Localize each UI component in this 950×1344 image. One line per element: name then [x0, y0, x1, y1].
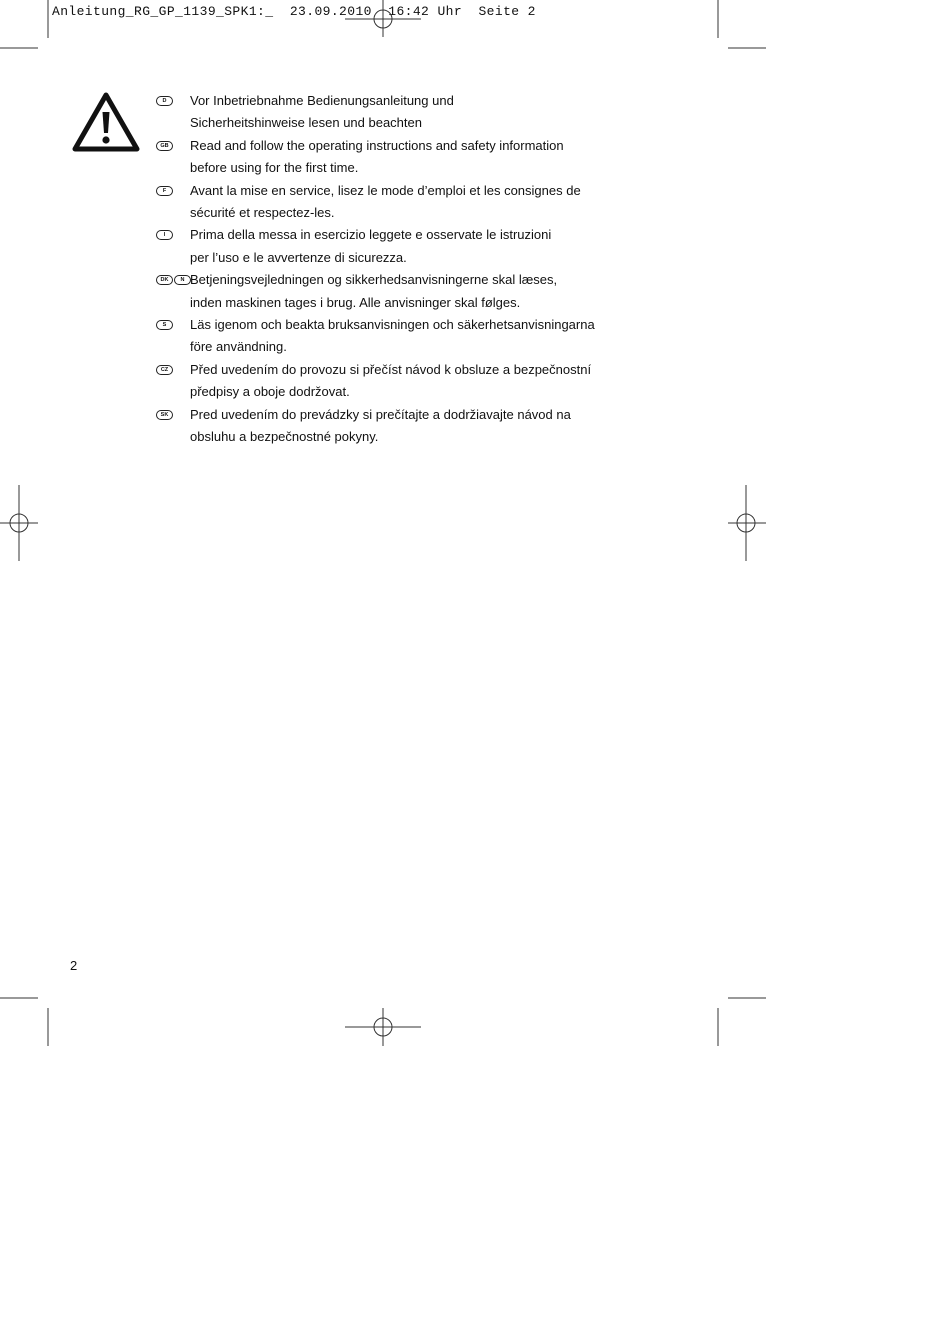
- notice-text-line: före användning.: [190, 339, 287, 355]
- language-code: I: [156, 230, 173, 240]
- language-code: N: [174, 275, 191, 285]
- language-code: GB: [156, 141, 173, 151]
- language-notice: [156, 224, 606, 269]
- language-code-badge: [156, 410, 173, 419]
- language-code-badge: [156, 320, 173, 329]
- notice-text-line: Sicherheitshinweise lesen und beachten: [190, 115, 422, 131]
- language-code-badge: [156, 186, 173, 195]
- notice-text-line: Prima della messa in esercizio leggete e osservate le istruzioni: [190, 227, 552, 243]
- language-code: SK: [156, 410, 173, 420]
- language-code: DK: [156, 275, 173, 285]
- safety-notice-list: [156, 90, 606, 449]
- language-notice: [156, 135, 606, 180]
- notice-text-line: Läs igenom och beakta bruksanvisningen och säkerhetsanvisningarna: [190, 317, 595, 333]
- language-code-badge: [156, 141, 173, 150]
- language-code: D: [156, 96, 173, 106]
- language-notice: [156, 314, 606, 359]
- notice-text-line: Pred uvedením do prevádzky si prečítajte a dodržiavajte návod na: [190, 406, 571, 422]
- language-code: F: [156, 186, 173, 196]
- notice-text-line: before using for the first time.: [190, 160, 359, 176]
- notice-text-line: Avant la mise en service, lisez le mode d’emploi et les consignes de: [190, 182, 581, 198]
- notice-text-line: Před uvedením do provozu si přečíst návod k obsluze a bezpečnostní: [190, 361, 592, 377]
- file-info-header: Anleitung_RG_GP_1139_SPK1:_ 23.09.2010 16:42 Uhr Seite 2: [52, 4, 536, 19]
- language-code-badge: [156, 365, 173, 374]
- notice-text-line: per l’uso e le avvertenze di sicurezza.: [190, 249, 407, 265]
- notice-text-line: Betjeningsvejledningen og sikkerhedsanvisningerne skal læses,: [190, 272, 558, 288]
- notice-text-line: Read and follow the operating instructions and safety information: [190, 137, 564, 153]
- notice-text-line: sécurité et respectez-les.: [190, 205, 335, 221]
- language-code: CZ: [156, 365, 173, 375]
- language-notice: [156, 404, 606, 449]
- language-notice: [156, 180, 606, 225]
- language-code-badge: [156, 96, 173, 105]
- notice-text-line: Vor Inbetriebnahme Bedienungsanleitung und: [190, 93, 454, 108]
- language-code-badge: [156, 230, 173, 239]
- language-code: S: [156, 320, 173, 330]
- language-notice: [156, 269, 606, 314]
- page-number: 2: [70, 958, 78, 973]
- language-notice: [156, 359, 606, 404]
- notice-text-line: předpisy a oboje dodržovat.: [190, 384, 350, 400]
- warning-triangle-icon: [72, 92, 140, 152]
- notice-text-line: inden maskinen tages i brug. Alle anvisninger skal følges.: [190, 294, 521, 310]
- language-code-badge: [156, 275, 191, 284]
- notice-text-line: obsluhu a bezpečnostné pokyny.: [190, 429, 379, 445]
- language-notice: [156, 90, 606, 135]
